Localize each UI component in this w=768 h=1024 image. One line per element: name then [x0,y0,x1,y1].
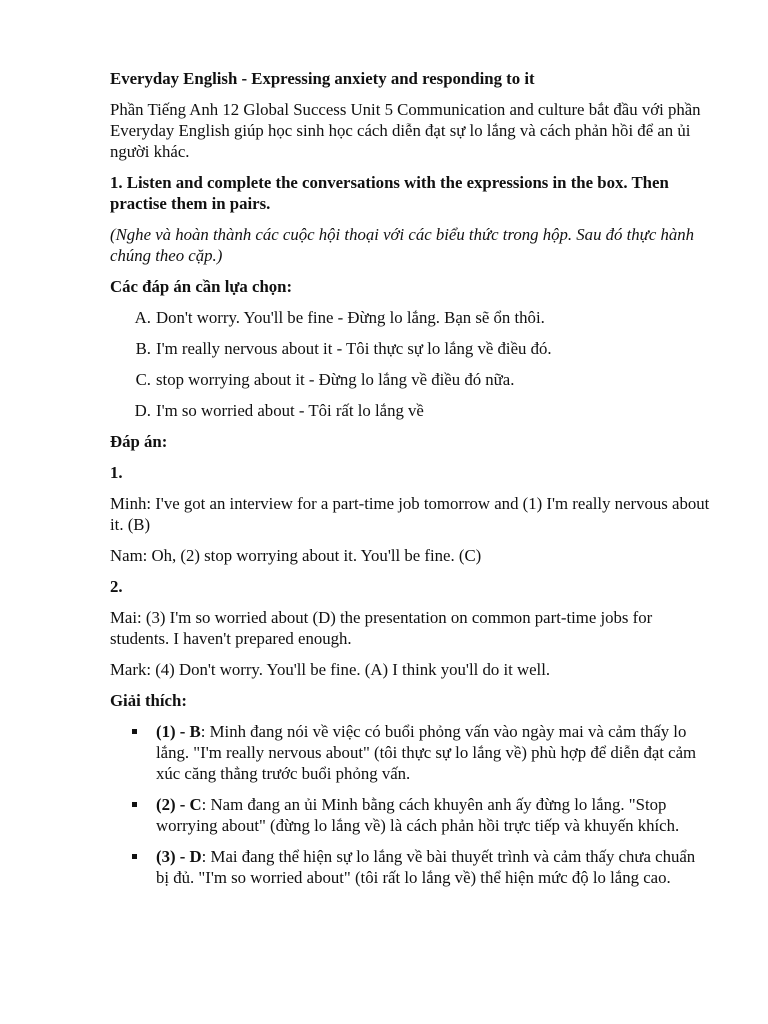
option-letter: D. [134,401,151,420]
explanation-text: : Nam đang an ủi Minh bằng cách khuyên anh ấy đừng lo lắng. "Stop worrying about" (đừng lo lắng về) là cách phản hồi trực tiếp và khuyến khích. [156,795,680,835]
option-text: Don't worry. You'll be fine - Đừng lo lắng. Bạn sẽ ổn thôi. [156,308,545,327]
explanation-label: (3) - D [156,847,202,866]
options-heading: Các đáp án cần lựa chọn: [110,277,293,296]
task-translation: (Nghe và hoàn thành các cuộc hội thoại với các biểu thức trong hộp. Sau đó thực hành chúng theo cặp.) [110,225,695,265]
task-instruction: 1. Listen and complete the conversations with the expressions in the box. Then practise them in pairs. [110,173,669,213]
option-letter: C. [135,370,151,389]
option-text: I'm really nervous about it - Tôi thực sự lo lắng về điều đó. [156,339,552,358]
bullet-icon [110,794,156,836]
option-item [110,400,710,421]
intro-paragraph: Phần Tiếng Anh 12 Global Success Unit 5 Communication and culture bắt đầu với phần Everyday English giúp học sinh học cách diễn đạt sự lo lắng và cách phản hồi để an ủi người khác. [110,100,701,161]
dialogue-line: Nam: Oh, (2) stop worrying about it. You'll be fine. (C) [110,546,482,565]
dialogue-line: Mark: (4) Don't worry. You'll be fine. (A) I think you'll do it well. [110,660,551,679]
explanation-text: : Mai đang thể hiện sự lo lắng về bài thuyết trình và cảm thấy chưa chuẩn bị đủ. "I'm so worried about" (tôi rất lo lắng về) thể hiện mức độ lo lắng cao. [156,847,696,887]
option-item [110,338,710,359]
option-item [110,307,710,328]
conversation-number: 2. [110,577,123,596]
explanation-item [110,846,710,888]
explanation-body [156,721,710,784]
document-page [110,68,710,898]
explanation-body [156,846,710,888]
option-item [110,369,710,390]
explanation-label: (2) - C [156,795,202,814]
explanation-list [110,721,710,888]
option-text: stop worrying about it - Đừng lo lắng về điều đó nữa. [156,370,515,389]
option-letter: B. [135,339,151,358]
explanation-heading: Giải thích: [110,691,187,710]
option-text: I'm so worried about - Tôi rất lo lắng về [156,401,424,420]
explanation-item [110,721,710,784]
option-letter: A. [134,308,151,327]
dialogue-line: Mai: (3) I'm so worried about (D) the presentation on common part-time jobs for students. I haven't prepared enough. [110,608,653,648]
explanation-body [156,794,710,836]
bullet-icon [110,721,156,784]
explanation-label: (1) - B [156,722,201,741]
explanation-item [110,794,710,836]
options-list [110,307,710,421]
conversation-number: 1. [110,463,123,482]
explanation-text: : Minh đang nói về việc có buổi phỏng vấn vào ngày mai và cảm thấy lo lắng. "I'm really nervous about" (tôi thực sự lo lắng về) phù hợp để diễn đạt cảm xúc căng thẳng trước buổi phỏng vấn. [156,722,697,783]
bullet-icon [110,846,156,888]
dialogue-line: Minh: I've got an interview for a part-time job tomorrow and (1) I'm really nervous about it. (B) [110,494,710,534]
document-title: Everyday English - Expressing anxiety and responding to it [110,69,535,88]
answer-heading: Đáp án: [110,432,168,451]
